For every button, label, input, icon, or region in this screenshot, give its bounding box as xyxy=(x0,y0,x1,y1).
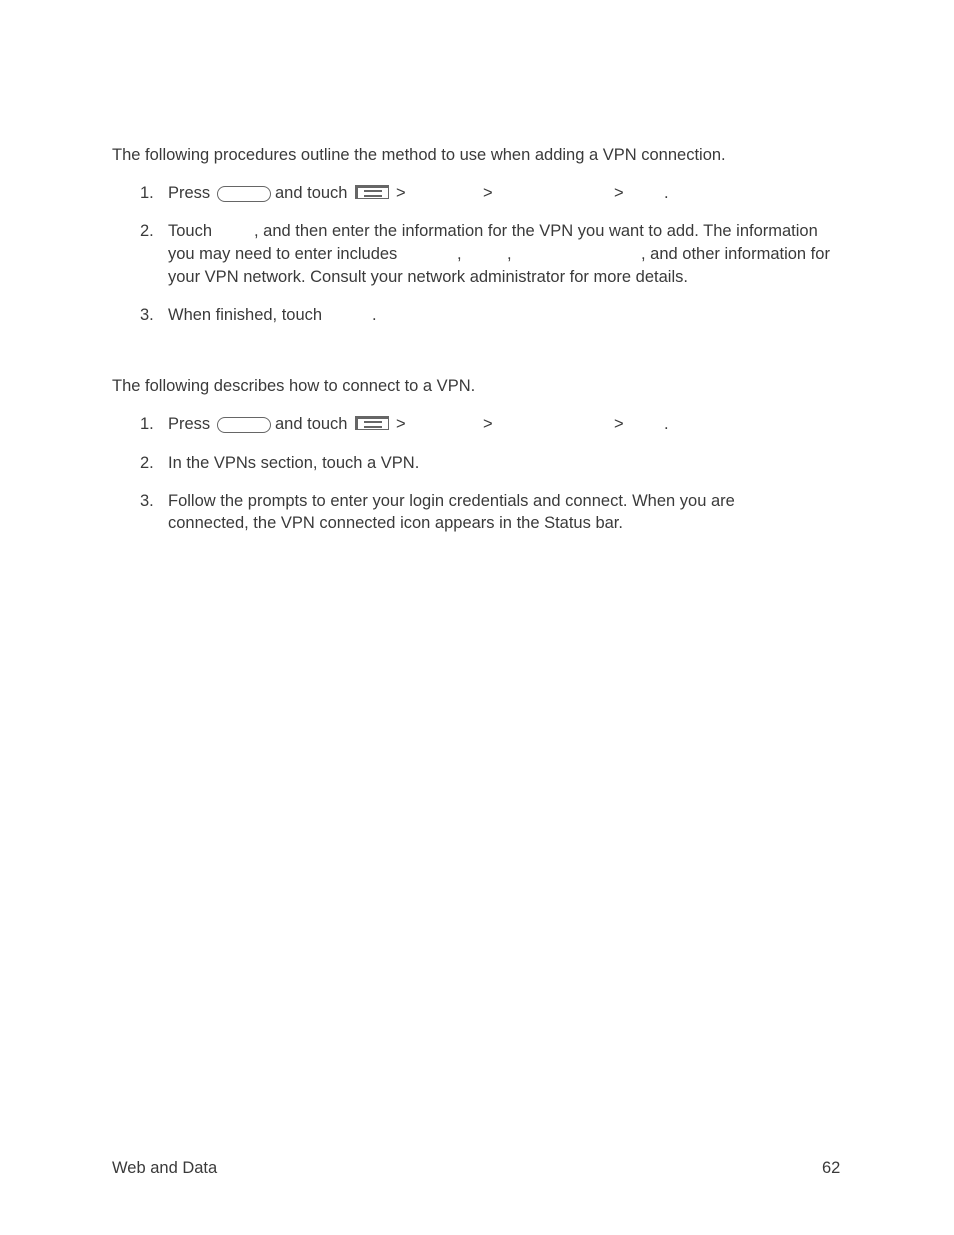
step-number: 2. xyxy=(140,454,154,472)
period: . xyxy=(664,184,669,202)
step-text: When finished, touch xyxy=(168,306,323,324)
step-text: , and then enter the information for the VPN you want to add. The information xyxy=(254,222,818,240)
step-text: you may need to enter includes xyxy=(168,245,398,263)
step-text: Press xyxy=(168,415,211,433)
step-text: In the VPNs section, touch a VPN. xyxy=(168,454,420,472)
comma: , xyxy=(507,245,512,263)
section2-intro: The following describes how to connect to a VPN. xyxy=(112,377,476,395)
step-number: 2. xyxy=(140,222,154,240)
menu-icon xyxy=(355,416,389,430)
section1-intro: The following procedures outline the method to use when adding a VPN connection. xyxy=(112,146,726,164)
step-number: 1. xyxy=(140,415,154,433)
period: . xyxy=(664,415,669,433)
step-text: Touch xyxy=(168,222,213,240)
step-number: 3. xyxy=(140,306,154,324)
period: . xyxy=(372,306,377,324)
comma: , xyxy=(457,245,462,263)
separator: > xyxy=(483,415,493,433)
step-text: and touch xyxy=(275,184,348,202)
home-button-icon xyxy=(217,186,271,202)
footer-section: Web and Data xyxy=(112,1159,218,1177)
step-text: and touch xyxy=(275,415,348,433)
step-text: your VPN network. Consult your network administrator for more details. xyxy=(168,268,688,286)
step-number: 3. xyxy=(140,492,154,510)
step-text: Press xyxy=(168,184,211,202)
step-text: Follow the prompts to enter your login credentials and connect. When you are xyxy=(168,492,735,510)
step-text: connected, the VPN connected icon appears in the Status bar. xyxy=(168,514,623,532)
page-number: 62 xyxy=(822,1159,841,1177)
separator: > xyxy=(483,184,493,202)
step-number: 1. xyxy=(140,184,154,202)
menu-icon xyxy=(355,185,389,199)
separator: > xyxy=(614,184,624,202)
separator: > xyxy=(396,415,406,433)
separator: > xyxy=(396,184,406,202)
step-text: , and other information for xyxy=(641,245,830,263)
home-button-icon xyxy=(217,417,271,433)
separator: > xyxy=(614,415,624,433)
